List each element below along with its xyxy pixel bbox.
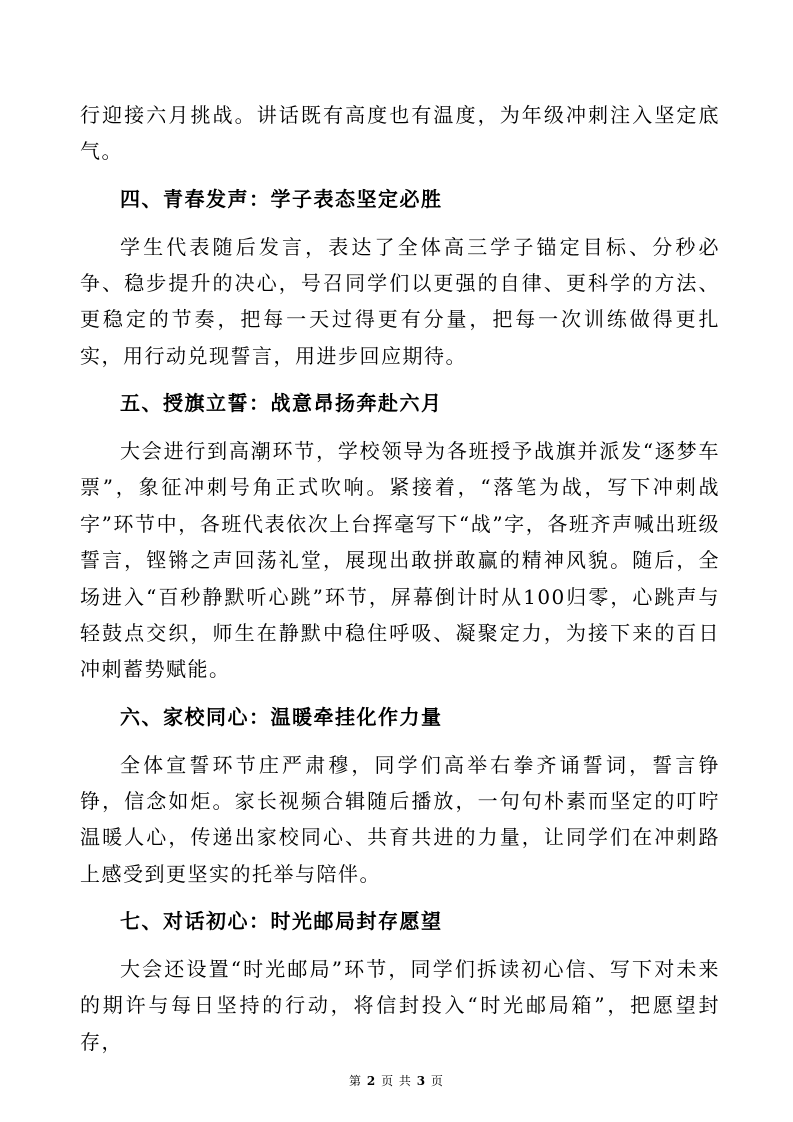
section-heading-4: 四、青春发声：学子表态坚定必胜 xyxy=(120,187,443,211)
footer-prefix: 第 xyxy=(349,1074,363,1088)
footer-current-page: 2 xyxy=(366,1074,377,1088)
page-footer xyxy=(0,1072,793,1089)
paragraph-time-post: 大会还设置“时光邮局”环节，同学们拆读初心信、写下对未来的期许与每日坚持的行动，将信封投入“时光邮局箱”，把愿望封存， xyxy=(80,957,720,1054)
paragraph-home-school: 全体宣誓环节庄严肃穆，同学们高举右拳齐诵誓词，誓言铮铮，信念如炬。家长视频合辑随后播放，一句句朴素而坚定的叮咛温暖人心，传递出家校同心、共育共进的力量，让同学们在冲刺路上感受到更坚实的托举与陪伴。 xyxy=(80,752,720,886)
footer-middle: 页 共 xyxy=(381,1074,412,1088)
paragraph-student-speech: 学生代表随后发言，表达了全体高三学子锚定目标、分秒必争、稳步提升的决心，号召同学们以更强的自律、更科学的方法、更稳定的节奏，把每一天过得更有分量，把每一次训练做得更扎实，用行动兑现誓言，用进步回应期待。 xyxy=(80,234,720,368)
section-heading-7: 七、对话初心：时光邮局封存愿望 xyxy=(120,909,443,934)
paragraph-continued: 行迎接六月挑战。讲话既有高度也有温度，为年级冲刺注入坚定底气。 xyxy=(80,103,720,164)
footer-suffix: 页 xyxy=(430,1074,444,1088)
footer-total-pages: 3 xyxy=(416,1074,427,1088)
document-body xyxy=(80,97,720,1071)
section-heading-6: 六、家校同心：温暖牵挂化作力量 xyxy=(120,705,443,730)
paragraph-flag-oath: 大会进行到高潮环节，学校领导为各班授予战旗并派发“逐梦车票”，象征冲刺号角正式吹响。紧接着，“落笔为战，写下冲刺战字”环节中，各班代表依次上台挥毫写下“战”字，各班齐声喊出班级誓言，铿锵之声回荡礼堂，展现出敢拼敢赢的精神风貌。随后，全场进入“百秒静默听心跳”环节，屏幕倒计时从100归零，心跳声与轻鼓点交织，师生在静默中稳住呼吸、凝聚定力，为接下来的百日冲刺蓄势赋能。 xyxy=(80,439,720,682)
section-heading-5: 五、授旗立誓：战意昂扬奔赴六月 xyxy=(120,391,443,416)
